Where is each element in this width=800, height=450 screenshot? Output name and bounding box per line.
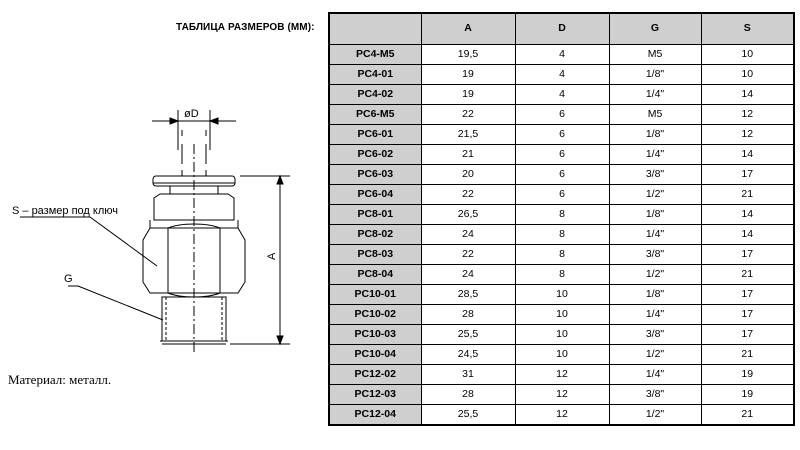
cell-s: 12 bbox=[701, 124, 794, 144]
table-row bbox=[329, 204, 794, 224]
cell-a: 24 bbox=[421, 224, 515, 244]
cell-s: 12 bbox=[701, 104, 794, 124]
cell-s: 17 bbox=[701, 164, 794, 184]
cell-a: 21,5 bbox=[421, 124, 515, 144]
cell-a: 22 bbox=[421, 104, 515, 124]
row-model: PC8-02 bbox=[329, 224, 421, 244]
table-row bbox=[329, 324, 794, 344]
cell-g: 1/4" bbox=[609, 224, 701, 244]
cell-a: 19 bbox=[421, 84, 515, 104]
fitting-drawing bbox=[0, 100, 330, 365]
material-note: Материал: металл. bbox=[8, 372, 112, 387]
header-corner bbox=[329, 13, 421, 44]
cell-g: 3/8" bbox=[609, 164, 701, 184]
cell-d: 6 bbox=[515, 124, 609, 144]
cell-a: 25,5 bbox=[421, 404, 515, 425]
cell-a: 26,5 bbox=[421, 204, 515, 224]
cell-a: 28 bbox=[421, 384, 515, 404]
cell-d: 8 bbox=[515, 264, 609, 284]
column-header: S bbox=[701, 13, 794, 44]
cell-s: 19 bbox=[701, 364, 794, 384]
table-row bbox=[329, 304, 794, 324]
cell-d: 4 bbox=[515, 84, 609, 104]
cell-s: 14 bbox=[701, 204, 794, 224]
cell-a: 19 bbox=[421, 64, 515, 84]
cell-s: 21 bbox=[701, 264, 794, 284]
thread-label: G bbox=[64, 273, 73, 285]
table-body bbox=[329, 44, 794, 425]
cell-s: 19 bbox=[701, 384, 794, 404]
table-row bbox=[329, 264, 794, 284]
table-row bbox=[329, 244, 794, 264]
cell-s: 10 bbox=[701, 44, 794, 64]
cell-d: 12 bbox=[515, 384, 609, 404]
table-row bbox=[329, 184, 794, 204]
row-model: PC4-02 bbox=[329, 84, 421, 104]
row-model: PC6-04 bbox=[329, 184, 421, 204]
row-model: PC4-01 bbox=[329, 64, 421, 84]
table-row bbox=[329, 124, 794, 144]
table-row bbox=[329, 104, 794, 124]
cell-a: 22 bbox=[421, 244, 515, 264]
table-row bbox=[329, 164, 794, 184]
column-header: G bbox=[609, 13, 701, 44]
row-model: PC12-03 bbox=[329, 384, 421, 404]
table-row bbox=[329, 384, 794, 404]
cell-s: 10 bbox=[701, 64, 794, 84]
cell-s: 17 bbox=[701, 324, 794, 344]
cell-a: 21 bbox=[421, 144, 515, 164]
cell-d: 10 bbox=[515, 304, 609, 324]
table-row bbox=[329, 224, 794, 244]
cell-d: 6 bbox=[515, 144, 609, 164]
cell-g: 1/8" bbox=[609, 124, 701, 144]
cell-d: 8 bbox=[515, 244, 609, 264]
cell-s: 17 bbox=[701, 284, 794, 304]
cell-d: 6 bbox=[515, 104, 609, 124]
table-row bbox=[329, 64, 794, 84]
table-row bbox=[329, 144, 794, 164]
cell-g: 1/8" bbox=[609, 204, 701, 224]
cell-g: 3/8" bbox=[609, 244, 701, 264]
cell-a: 28,5 bbox=[421, 284, 515, 304]
cell-a: 28 bbox=[421, 304, 515, 324]
cell-d: 10 bbox=[515, 324, 609, 344]
cell-g: 1/2" bbox=[609, 264, 701, 284]
cell-a: 24 bbox=[421, 264, 515, 284]
cell-g: 1/2" bbox=[609, 344, 701, 364]
table-row bbox=[329, 284, 794, 304]
column-header: A bbox=[421, 13, 515, 44]
cell-g: M5 bbox=[609, 44, 701, 64]
cell-s: 21 bbox=[701, 344, 794, 364]
row-model: PC10-04 bbox=[329, 344, 421, 364]
cell-d: 10 bbox=[515, 284, 609, 304]
cell-g: 1/8" bbox=[609, 64, 701, 84]
cell-s: 21 bbox=[701, 184, 794, 204]
cell-d: 12 bbox=[515, 364, 609, 384]
cell-a: 31 bbox=[421, 364, 515, 384]
table-row bbox=[329, 344, 794, 364]
cell-g: 1/8" bbox=[609, 284, 701, 304]
row-model: PC10-02 bbox=[329, 304, 421, 324]
row-model: PC6-02 bbox=[329, 144, 421, 164]
row-model: PC12-04 bbox=[329, 404, 421, 425]
cell-d: 8 bbox=[515, 204, 609, 224]
cell-g: 1/2" bbox=[609, 404, 701, 425]
cell-d: 8 bbox=[515, 224, 609, 244]
cell-g: 1/4" bbox=[609, 364, 701, 384]
table-title: ТАБЛИЦА РАЗМЕРОВ (ММ): bbox=[176, 22, 315, 33]
cell-s: 21 bbox=[701, 404, 794, 425]
cell-g: 3/8" bbox=[609, 324, 701, 344]
cell-a: 22 bbox=[421, 184, 515, 204]
cell-s: 14 bbox=[701, 144, 794, 164]
row-model: PC6-M5 bbox=[329, 104, 421, 124]
cell-s: 17 bbox=[701, 304, 794, 324]
table-row bbox=[329, 44, 794, 64]
cell-g: 1/4" bbox=[609, 84, 701, 104]
row-model: PC8-03 bbox=[329, 244, 421, 264]
cell-a: 25,5 bbox=[421, 324, 515, 344]
cell-d: 4 bbox=[515, 44, 609, 64]
diameter-label: øD bbox=[184, 108, 199, 120]
row-model: PC10-01 bbox=[329, 284, 421, 304]
row-model: PC10-03 bbox=[329, 324, 421, 344]
row-model: PC4-M5 bbox=[329, 44, 421, 64]
cell-a: 24,5 bbox=[421, 344, 515, 364]
row-model: PC8-01 bbox=[329, 204, 421, 224]
row-model: PC8-04 bbox=[329, 264, 421, 284]
cell-a: 19,5 bbox=[421, 44, 515, 64]
cell-g: M5 bbox=[609, 104, 701, 124]
cell-d: 6 bbox=[515, 184, 609, 204]
cell-a: 20 bbox=[421, 164, 515, 184]
wrench-label: S – размер под ключ bbox=[12, 205, 118, 217]
cell-s: 14 bbox=[701, 224, 794, 244]
cell-g: 3/8" bbox=[609, 384, 701, 404]
cell-d: 6 bbox=[515, 164, 609, 184]
cell-g: 1/4" bbox=[609, 304, 701, 324]
cell-s: 17 bbox=[701, 244, 794, 264]
cell-g: 1/2" bbox=[609, 184, 701, 204]
cell-d: 4 bbox=[515, 64, 609, 84]
column-header: D bbox=[515, 13, 609, 44]
length-label: A bbox=[266, 252, 278, 260]
table-row bbox=[329, 84, 794, 104]
table-row bbox=[329, 364, 794, 384]
row-model: PC6-01 bbox=[329, 124, 421, 144]
cell-s: 14 bbox=[701, 84, 794, 104]
cell-d: 12 bbox=[515, 404, 609, 425]
table-header-row bbox=[329, 13, 794, 44]
row-model: PC12-02 bbox=[329, 364, 421, 384]
row-model: PC6-03 bbox=[329, 164, 421, 184]
size-table bbox=[328, 12, 795, 426]
cell-d: 10 bbox=[515, 344, 609, 364]
table-row bbox=[329, 404, 794, 425]
cell-g: 1/4" bbox=[609, 144, 701, 164]
